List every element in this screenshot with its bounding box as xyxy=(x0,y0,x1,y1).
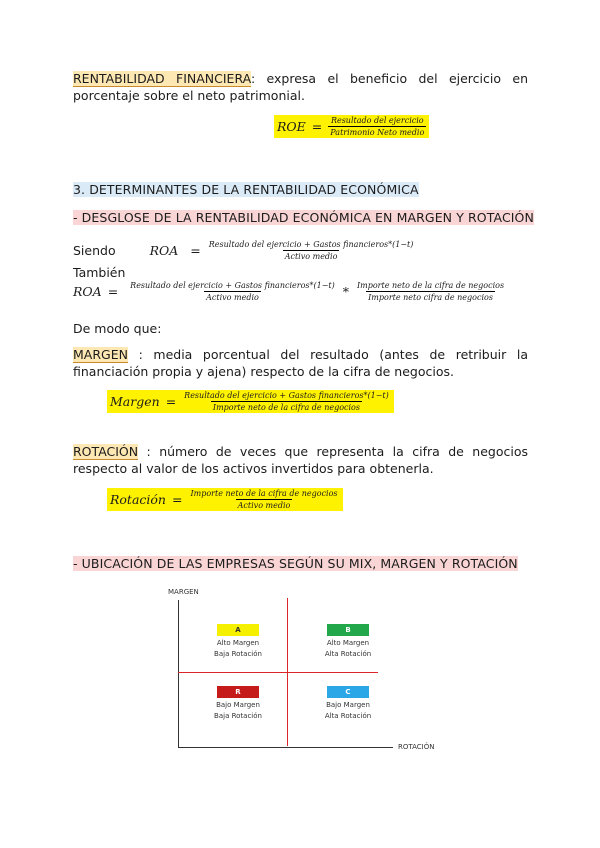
margen-text: : media porcentual del resultado (antes de retribuir la financiación propia y ajena) respecto de la cifra de negocios. xyxy=(73,347,528,379)
margen-lhs: Margen xyxy=(110,394,160,409)
roa-numerator: Resultado del ejercicio + Gastos financieros*(1−t) xyxy=(208,240,414,249)
quadrant-r-line1: Bajo Margen xyxy=(216,701,260,709)
roa-expanded-fraction-2 xyxy=(355,281,506,302)
rotacion-paragraph xyxy=(73,443,528,477)
rotacion-lhs: Rotación xyxy=(110,492,166,507)
quadrant-b xyxy=(318,624,378,660)
ubicacion-heading-text: - UBICACIÓN DE LAS EMPRESAS SEGÚN SU MIX, MARGEN Y ROTACIÓN xyxy=(73,556,518,571)
y-axis-label: MARGEN xyxy=(168,588,199,596)
roa-denominator: Activo medio xyxy=(284,252,338,261)
quadrant-r-line2: Baja Rotación xyxy=(214,712,262,720)
rentabilidad-financiera-paragraph xyxy=(73,70,528,104)
margen-paragraph xyxy=(73,346,528,380)
margen-term: MARGEN xyxy=(73,347,128,362)
horizontal-divider xyxy=(178,672,378,673)
ubicacion-heading xyxy=(73,556,518,571)
quadrant-b-box: B xyxy=(327,624,369,636)
roe-equals: = xyxy=(311,119,323,134)
roa-fraction xyxy=(207,240,416,261)
margen-formula xyxy=(107,390,394,413)
roa-equals: = xyxy=(190,243,201,258)
roa-expanded-numerator-1: Resultado del ejercicio + Gastos financieros*(1−t) xyxy=(130,281,335,290)
y-axis-line xyxy=(178,600,179,748)
quadrant-a xyxy=(208,624,268,660)
roa-lhs: ROA xyxy=(149,243,179,258)
rotacion-text: : número de veces que representa la cifra de negocios respecto al valor de los activos invertidos para obtenerla. xyxy=(73,444,528,476)
quadrant-c-box: C xyxy=(327,686,369,698)
roe-formula xyxy=(274,115,429,138)
quadrant-c-line2: Alta Rotación xyxy=(324,712,372,720)
margen-fraction xyxy=(182,391,391,412)
desglose-heading-text: - DESGLOSE DE LA RENTABILIDAD ECONÓMICA EN MARGEN Y ROTACIÓN xyxy=(73,210,534,225)
rotacion-fraction xyxy=(188,489,339,510)
quadrant-a-line2: Baja Rotación xyxy=(214,650,262,658)
rentabilidad-financiera-text: expresa el beneficio del ejercicio en porcentaje sobre el neto patrimonial. xyxy=(73,71,528,103)
margen-equals: = xyxy=(165,394,177,409)
roa-expanded-lhs: ROA xyxy=(73,284,102,299)
roa-expanded-operator: * xyxy=(342,284,349,299)
section-3-heading-text: 3. DETERMINANTES DE LA RENTABILIDAD ECONÓMICA xyxy=(73,182,419,197)
rentabilidad-financiera-colon: : xyxy=(250,71,256,86)
rotacion-numerator: Importe neto de la cifra de negocios xyxy=(190,489,338,498)
quadrant-chart xyxy=(168,588,448,758)
margen-numerator: Resultado del ejercicio + Gastos financieros*(1−t) xyxy=(184,391,389,400)
roa-formula xyxy=(73,240,415,261)
roa-expanded-denominator-1: Activo medio xyxy=(206,293,259,302)
x-axis-label: ROTACIÓN xyxy=(398,743,435,751)
roa-expanded-fraction-1 xyxy=(128,281,337,302)
roe-lhs: ROE xyxy=(277,119,306,134)
roa-prefix: Siendo xyxy=(73,243,116,258)
roe-fraction xyxy=(328,116,426,137)
quadrant-a-line1: Alto Margen xyxy=(216,639,260,647)
de-modo-que-label: De modo que: xyxy=(73,321,162,336)
rotacion-formula xyxy=(107,488,343,511)
x-axis-line xyxy=(178,747,393,748)
quadrant-r-box: R xyxy=(217,686,259,698)
rentabilidad-financiera-term: RENTABILIDAD FINANCIERA xyxy=(73,71,251,86)
roa-expanded-equals: = xyxy=(107,284,119,299)
roa-expanded-numerator-2: Importe neto de la cifra de negocios xyxy=(357,281,505,290)
roe-denominator: Patrimonio Neto medio xyxy=(330,128,425,137)
rotacion-term: ROTACIÓN xyxy=(73,444,139,459)
roe-numerator: Resultado del ejercicio xyxy=(330,116,424,125)
roa-expanded-formula xyxy=(73,281,506,302)
quadrant-a-box: A xyxy=(217,624,259,636)
quadrant-b-line2: Alta Rotación xyxy=(324,650,372,658)
margen-denominator: Importe neto de la cifra de negocios xyxy=(212,403,360,412)
rotacion-denominator: Activo medio xyxy=(237,501,291,510)
quadrant-c-line1: Bajo Margen xyxy=(326,701,370,709)
desglose-heading xyxy=(73,210,534,225)
section-3-heading xyxy=(73,182,419,197)
quadrant-r xyxy=(208,686,268,722)
tambien-label: También xyxy=(73,265,126,280)
quadrant-b-line1: Alto Margen xyxy=(326,639,370,647)
roa-expanded-denominator-2: Importe neto cifra de negocios xyxy=(368,293,493,302)
quadrant-c xyxy=(318,686,378,722)
rotacion-equals: = xyxy=(172,492,183,507)
